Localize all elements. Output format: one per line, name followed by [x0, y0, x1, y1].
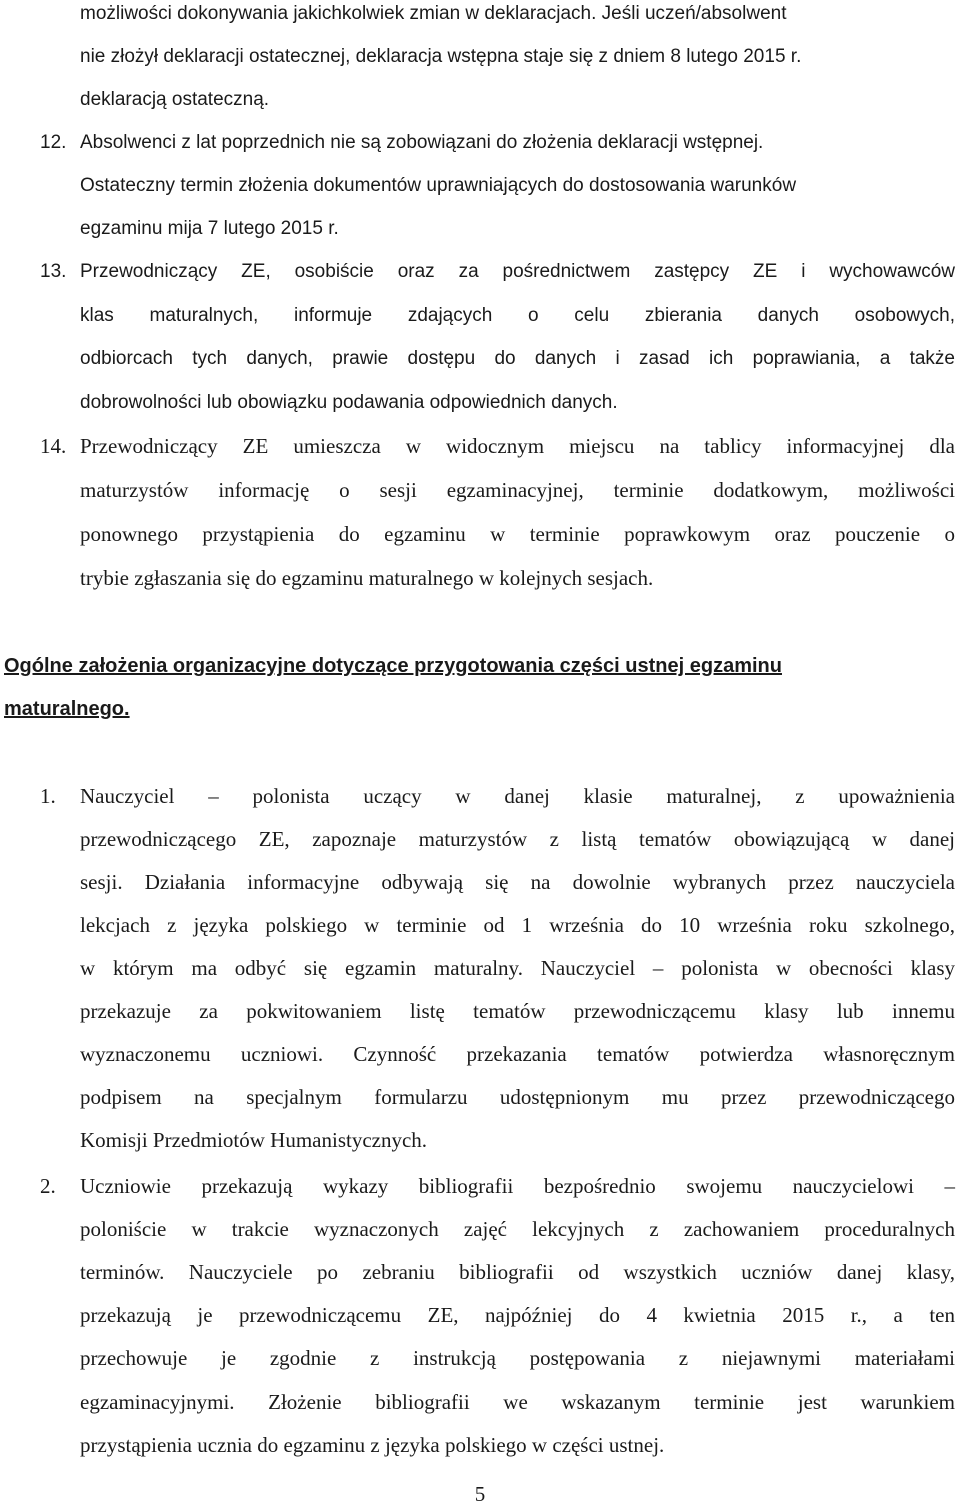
point-1-line-5: w którym ma odbyć się egzamin maturalny. Nauczyciel – polonista w obecności klasy: [80, 956, 955, 980]
item-13-number: 13.: [40, 261, 67, 282]
intro-line-2: nie złożył deklaracji ostatecznej, deklaracja wstępna staje się z dniem 8 lutego 2015 r.: [80, 46, 802, 67]
item-13-line-4: dobrowolności lub obowiązku podawania odpowiednich danych.: [80, 392, 618, 413]
point-2-line-4: przekazują je przewodniczącemu ZE, najpóźniej do 4 kwietnia 2015 r., a ten: [80, 1303, 955, 1327]
item-13-line-2: klas maturalnych, informuje zdających o celu zbierania danych osobowych,: [80, 305, 955, 326]
item-14-line-2: maturzystów informację o sesji egzaminacyjnej, terminie dodatkowym, możliwości: [80, 478, 955, 502]
point-1-line-6: przekazuje za pokwitowaniem listę tematów przewodniczącemu klasy lub innemu: [80, 999, 955, 1023]
item-14-line-3: ponownego przystąpienia do egzaminu w terminie poprawkowym oraz pouczenie o: [80, 522, 955, 546]
point-2-line-2: poloniście w trakcie wyznaczonych zajęć lekcyjnych z zachowaniem proceduralnych: [80, 1217, 955, 1241]
section-heading-line-2: maturalnego.: [4, 698, 130, 720]
item-14-line-1: Przewodniczący ZE umieszcza w widocznym miejscu na tablicy informacyjnej dla: [80, 434, 955, 458]
item-14-line-4: trybie zgłaszania się do egzaminu maturalnego w kolejnych sesjach.: [80, 566, 654, 590]
point-1-line-3: sesji. Działania informacyjne odbywają się na dowolnie wybranych przez nauczyciela: [80, 870, 955, 894]
intro-line-1: możliwości dokonywania jakichkolwiek zmian w deklaracjach. Jeśli uczeń/absolwent: [80, 3, 787, 24]
page-number: 5: [474, 1482, 486, 1506]
item-13-line-3: odbiorcach tych danych, prawie dostępu do danych i zasad ich poprawiania, a także: [80, 348, 955, 369]
item-12-number: 12.: [40, 132, 67, 153]
point-2-line-7: przystąpienia ucznia do egzaminu z języka polskiego w części ustnej.: [80, 1433, 665, 1457]
point-2-line-5: przechowuje je zgodnie z instrukcją postępowania z niejawnymi materiałami: [80, 1346, 955, 1370]
point-1-number: 1.: [40, 784, 56, 808]
item-14-number: 14.: [40, 434, 67, 458]
section-heading-line-1: Ogólne założenia organizacyjne dotyczące przygotowania części ustnej egzaminu: [4, 655, 782, 677]
point-2-line-1: Uczniowie przekazują wykazy bibliografii bezpośrednio swojemu nauczycielowi –: [80, 1174, 955, 1198]
point-1-line-8: podpisem na specjalnym formularzu udostępnionym mu przez przewodniczącego: [80, 1085, 955, 1109]
point-1-line-4: lekcjach z języka polskiego w terminie od 1 września do 10 września roku szkolnego,: [80, 913, 955, 937]
item-12-line-2: Ostateczny termin złożenia dokumentów uprawniających do dostosowania warunków: [80, 175, 797, 196]
point-2-number: 2.: [40, 1174, 56, 1198]
point-1-line-7: wyznaczonemu uczniowi. Czynność przekazania tematów potwierdza własnoręcznym: [80, 1042, 955, 1066]
point-2-line-6: egzaminacyjnymi. Złożenie bibliografii we wskazanym terminie jest warunkiem: [80, 1390, 955, 1414]
point-1-line-1: Nauczyciel – polonista uczący w danej klasie maturalnej, z upoważnienia: [80, 784, 955, 808]
intro-line-3: deklaracją ostateczną.: [80, 89, 270, 110]
item-13-line-1: Przewodniczący ZE, osobiście oraz za pośrednictwem zastępcy ZE i wychowawców: [80, 261, 955, 282]
item-12-line-1: Absolwenci z lat poprzednich nie są zobowiązani do złożenia deklaracji wstępnej.: [80, 132, 764, 153]
point-1-line-2: przewodniczącego ZE, zapoznaje maturzystów z listą tematów obowiązującą w danej: [80, 827, 955, 851]
point-1-line-9: Komisji Przedmiotów Humanistycznych.: [80, 1128, 428, 1152]
item-12-line-3: egzaminu mija 7 lutego 2015 r.: [80, 218, 339, 239]
point-2-line-3: terminów. Nauczyciele po zebraniu bibliografii od wszystkich uczniów danej klasy,: [80, 1260, 955, 1284]
